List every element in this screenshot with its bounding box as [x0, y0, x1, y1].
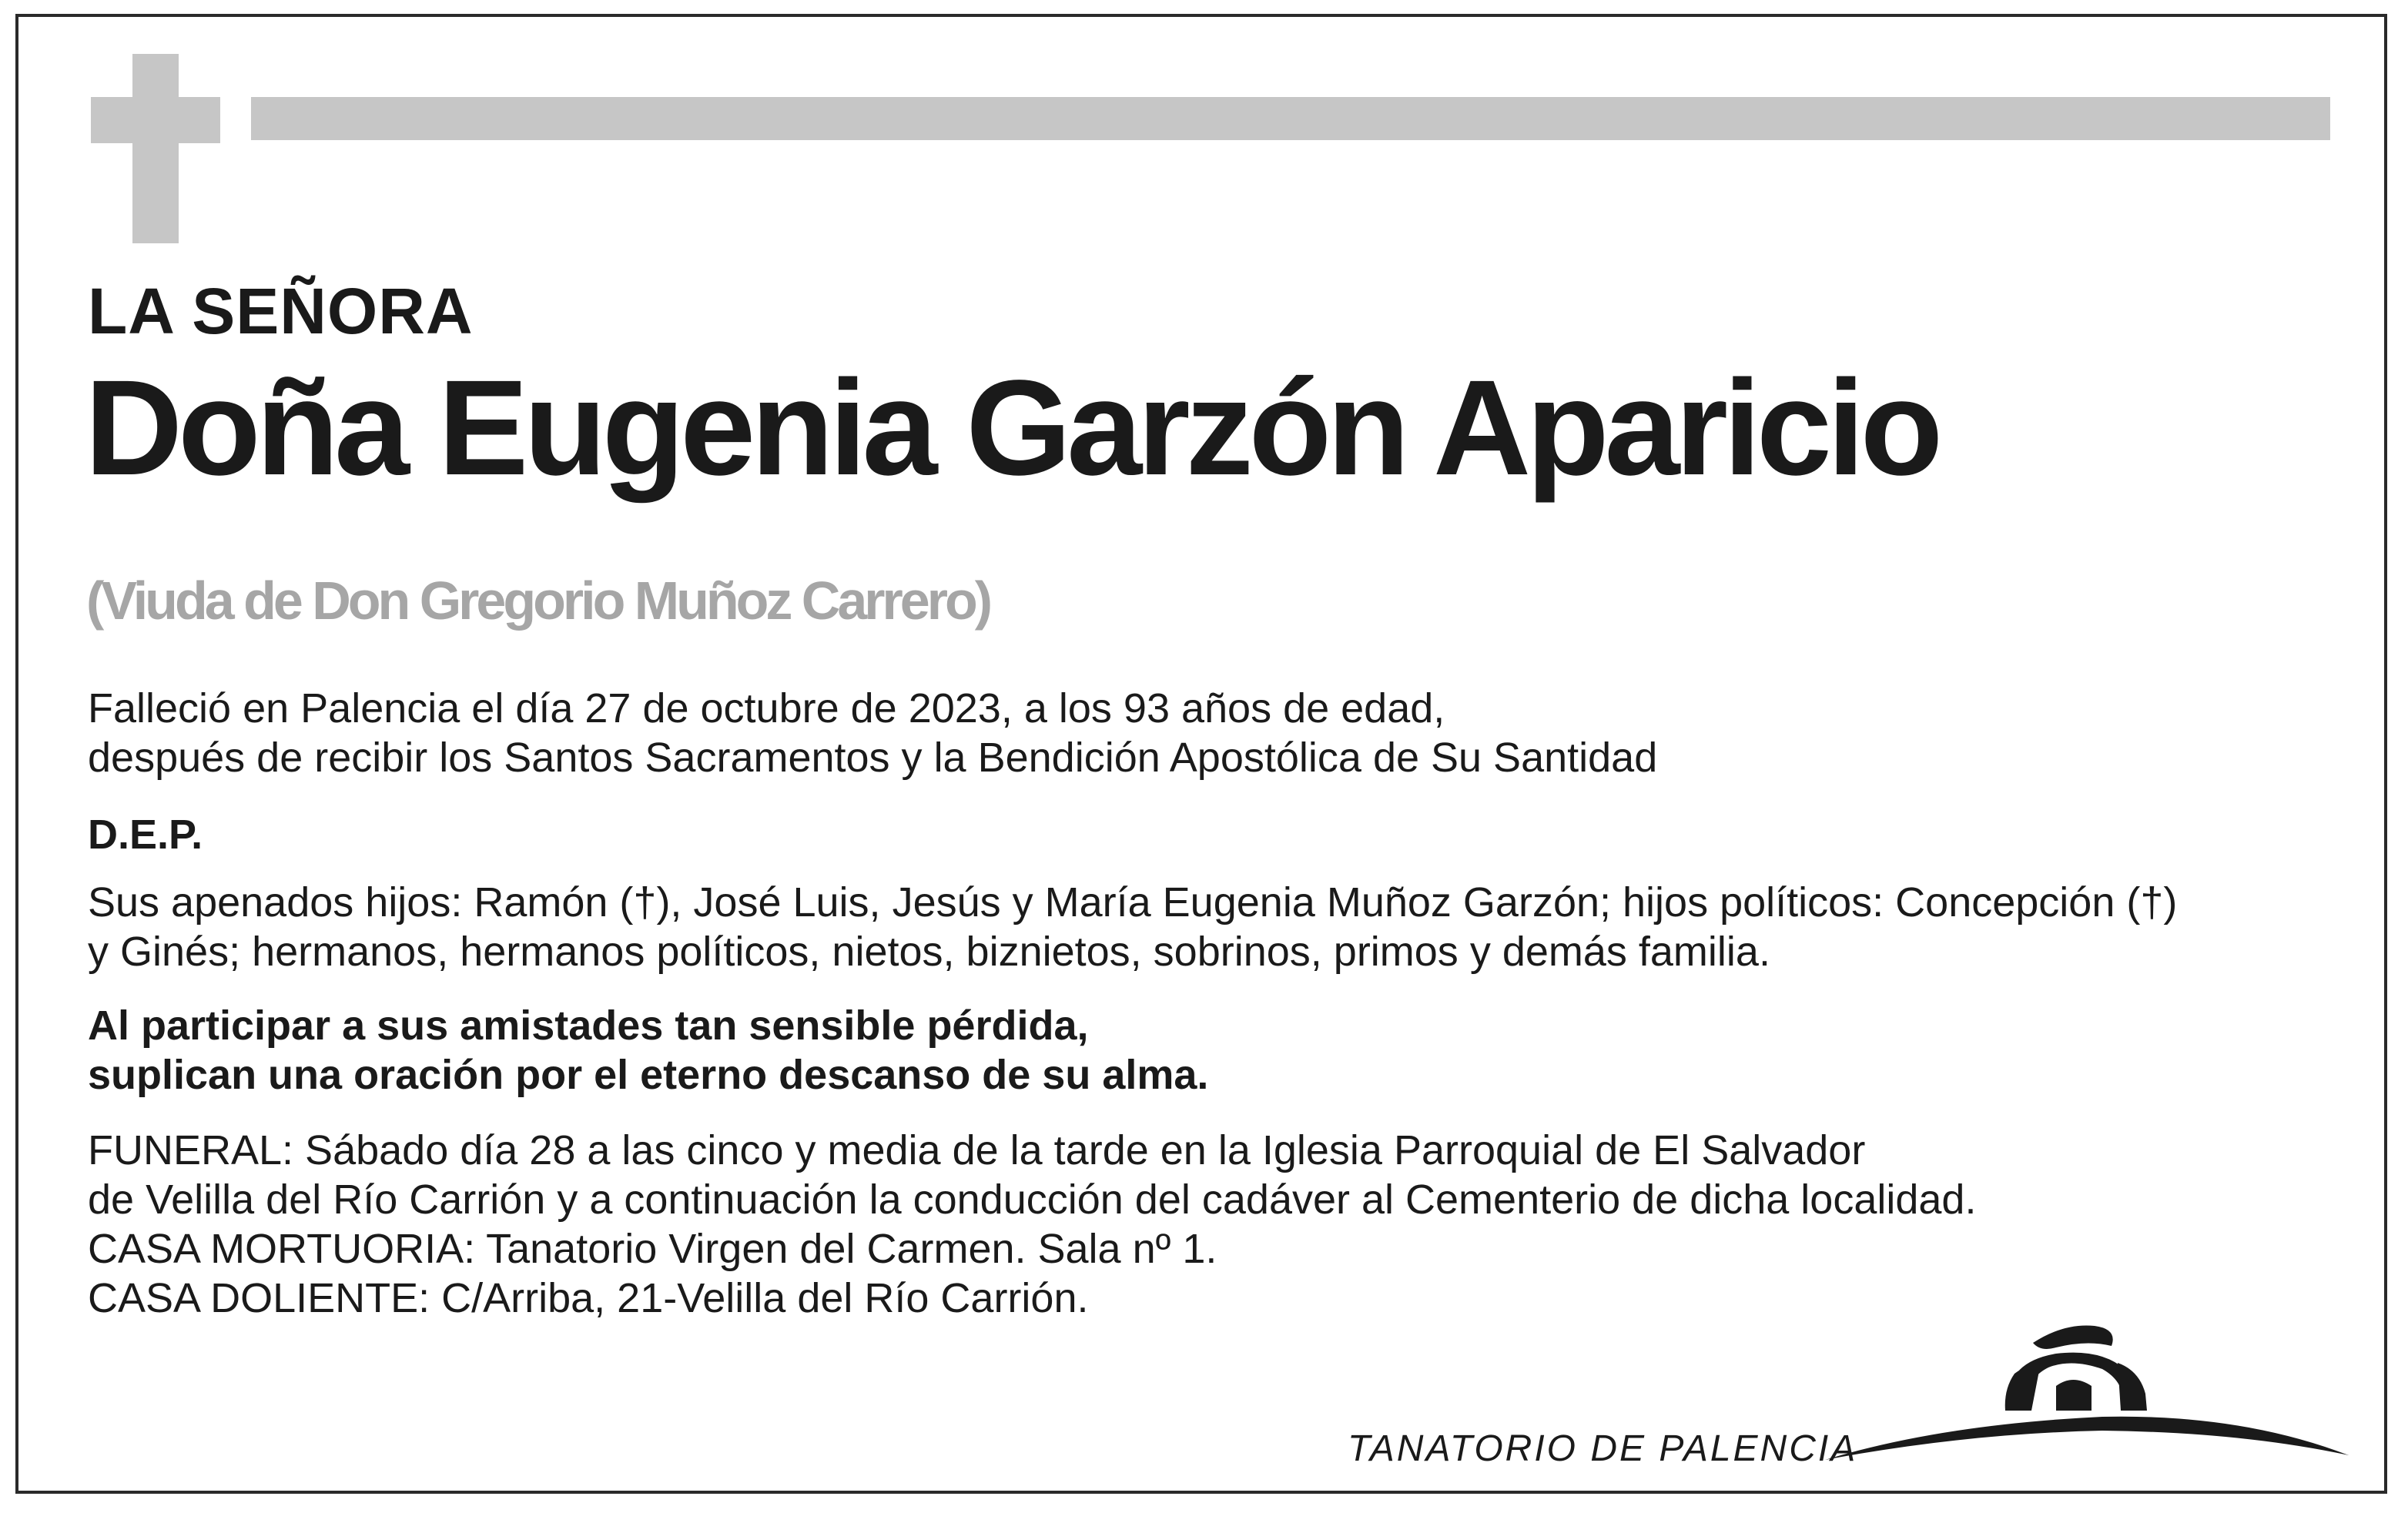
request-line: Al participar a sus amistades tan sensible pérdida,	[88, 1003, 1089, 1049]
death-line: Falleció en Palencia el día 27 de octubre de 2023, a los 93 años de edad,	[88, 685, 1445, 731]
death-details	[88, 684, 1657, 782]
funeral-info	[88, 1126, 1976, 1323]
death-line: después de recibir los Santos Sacramentos y la Bendición Apostólica de Su Santidad	[88, 735, 1658, 781]
cross-icon-vertical	[132, 54, 179, 243]
request-line: suplican una oración por el eterno descanso de su alma.	[88, 1052, 1209, 1098]
deceased-name: Doña Eugenia Garzón Aparicio	[85, 353, 1939, 504]
info-line: CASA MORTUORIA: Tanatorio Virgen del Carmen. Sala nº 1.	[88, 1226, 1217, 1272]
prayer-request	[88, 1001, 1208, 1100]
family-list	[88, 878, 2177, 976]
pre-title: LA SEÑORA	[88, 275, 474, 347]
info-line: de Velilla del Río Carrión y a continuación la conducción del cadáver al Cementerio de dicha localidad.	[88, 1177, 1977, 1223]
widow-subtitle: (Viuda de Don Gregorio Muñoz Carrero)	[86, 571, 990, 631]
info-line: FUNERAL: Sábado día 28 a las cinco y media de la tarde en la Iglesia Parroquial de El Salvador	[88, 1127, 1866, 1173]
header-rule	[251, 97, 2330, 140]
cross-icon-horizontal	[91, 97, 220, 143]
dep-label: D.E.P.	[88, 812, 203, 858]
info-line: CASA DOLIENTE: C/Arriba, 21-Velilla del Río Carrión.	[88, 1275, 1089, 1321]
family-line: Sus apenados hijos: Ramón (†), José Luis, Jesús y María Eugenia Muñoz Garzón; hijos políticos: Concepción (†)	[88, 879, 2178, 926]
family-line: y Ginés; hermanos, hermanos políticos, nietos, biznietos, sobrinos, primos y demás familia.	[88, 929, 1770, 975]
funeral-home-name: TANATORIO DE PALENCIA	[1348, 1428, 1858, 1469]
dome-logo-icon	[1825, 1309, 2356, 1486]
